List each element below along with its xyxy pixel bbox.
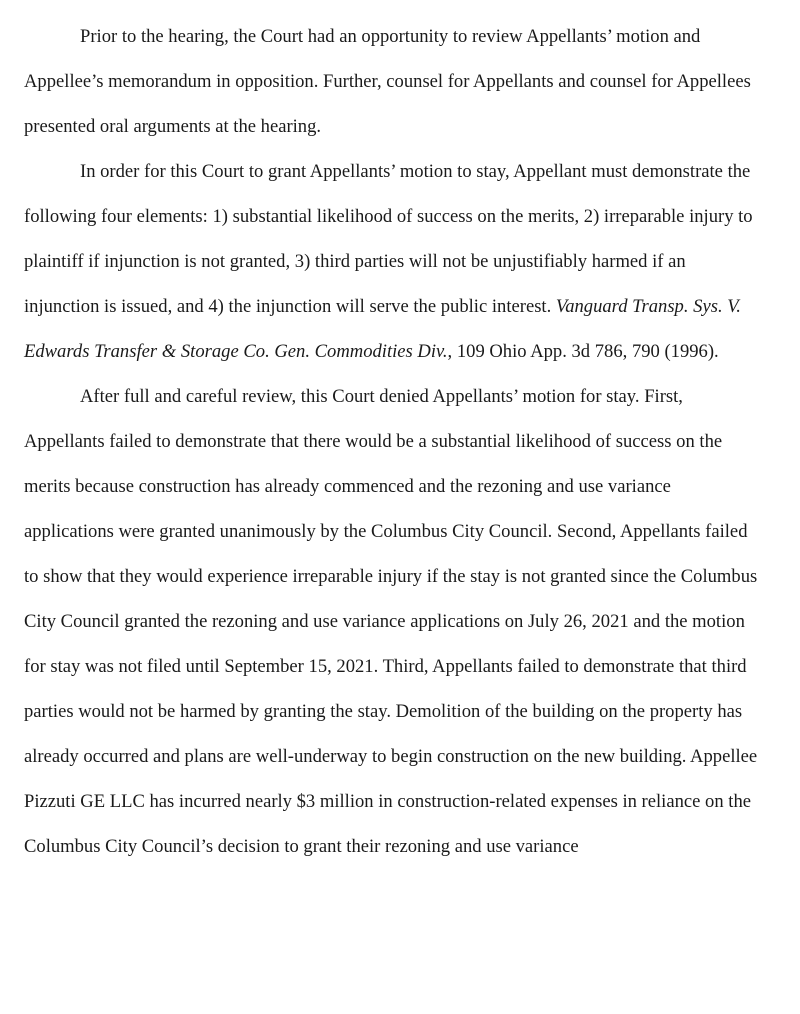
paragraph-stay-elements-text: In order for this Court to grant Appellants’ motion to stay, Appellant must demonstrate the following four elements: 1) substantial likelihood of success on the merits, 2) irreparable injury to plaintiff if injunction is not granted, 3) third parties will not be unjustifiably harmed if an injunction is issued, and 4) the injunction will serve the public interest. bbox=[24, 161, 753, 317]
paragraph-hearing: Prior to the hearing, the Court had an opportunity to review Appellants’ motion and Appellee’s memorandum in opposition. Further, counsel for Appellants and counsel for Appellees presented oral arguments at the hearing. bbox=[24, 26, 751, 137]
case-citation-reporter: , 109 Ohio App. 3d 786, 790 (1996). bbox=[447, 341, 719, 362]
paragraph-review: After full and careful review, this Court denied Appellants’ motion for stay. First, Appellants failed to demonstrate that there would be a substantial likelihood of success on the merits because construction has already commenced and the rezoning and use variance applications were granted unanimously by the Columbus City Council. Second, Appellants failed to show that they would experience irreparable injury if the stay is not granted since the Columbus City Council granted the rezoning and use variance applications on July 26, 2021 and the motion for stay was not filed until September 15, 2021. Third, Appellants failed to demonstrate that third parties would not be harmed by granting the stay. Demolition of the building on the property has already occurred and plans are well-underway to begin construction on the new building. Appellee Pizzuti GE LLC has incurred nearly $3 million in construction-related expenses in reliance on the Columbus City Council’s decision to grant their rezoning and use variance bbox=[24, 386, 758, 857]
paragraph-stay-elements bbox=[24, 149, 764, 374]
document-page bbox=[24, 14, 764, 869]
case-citation-name: Vanguard Transp. Sys. V. Edwards Transfer & Storage Co. Gen. Commodities Div. bbox=[24, 296, 741, 362]
